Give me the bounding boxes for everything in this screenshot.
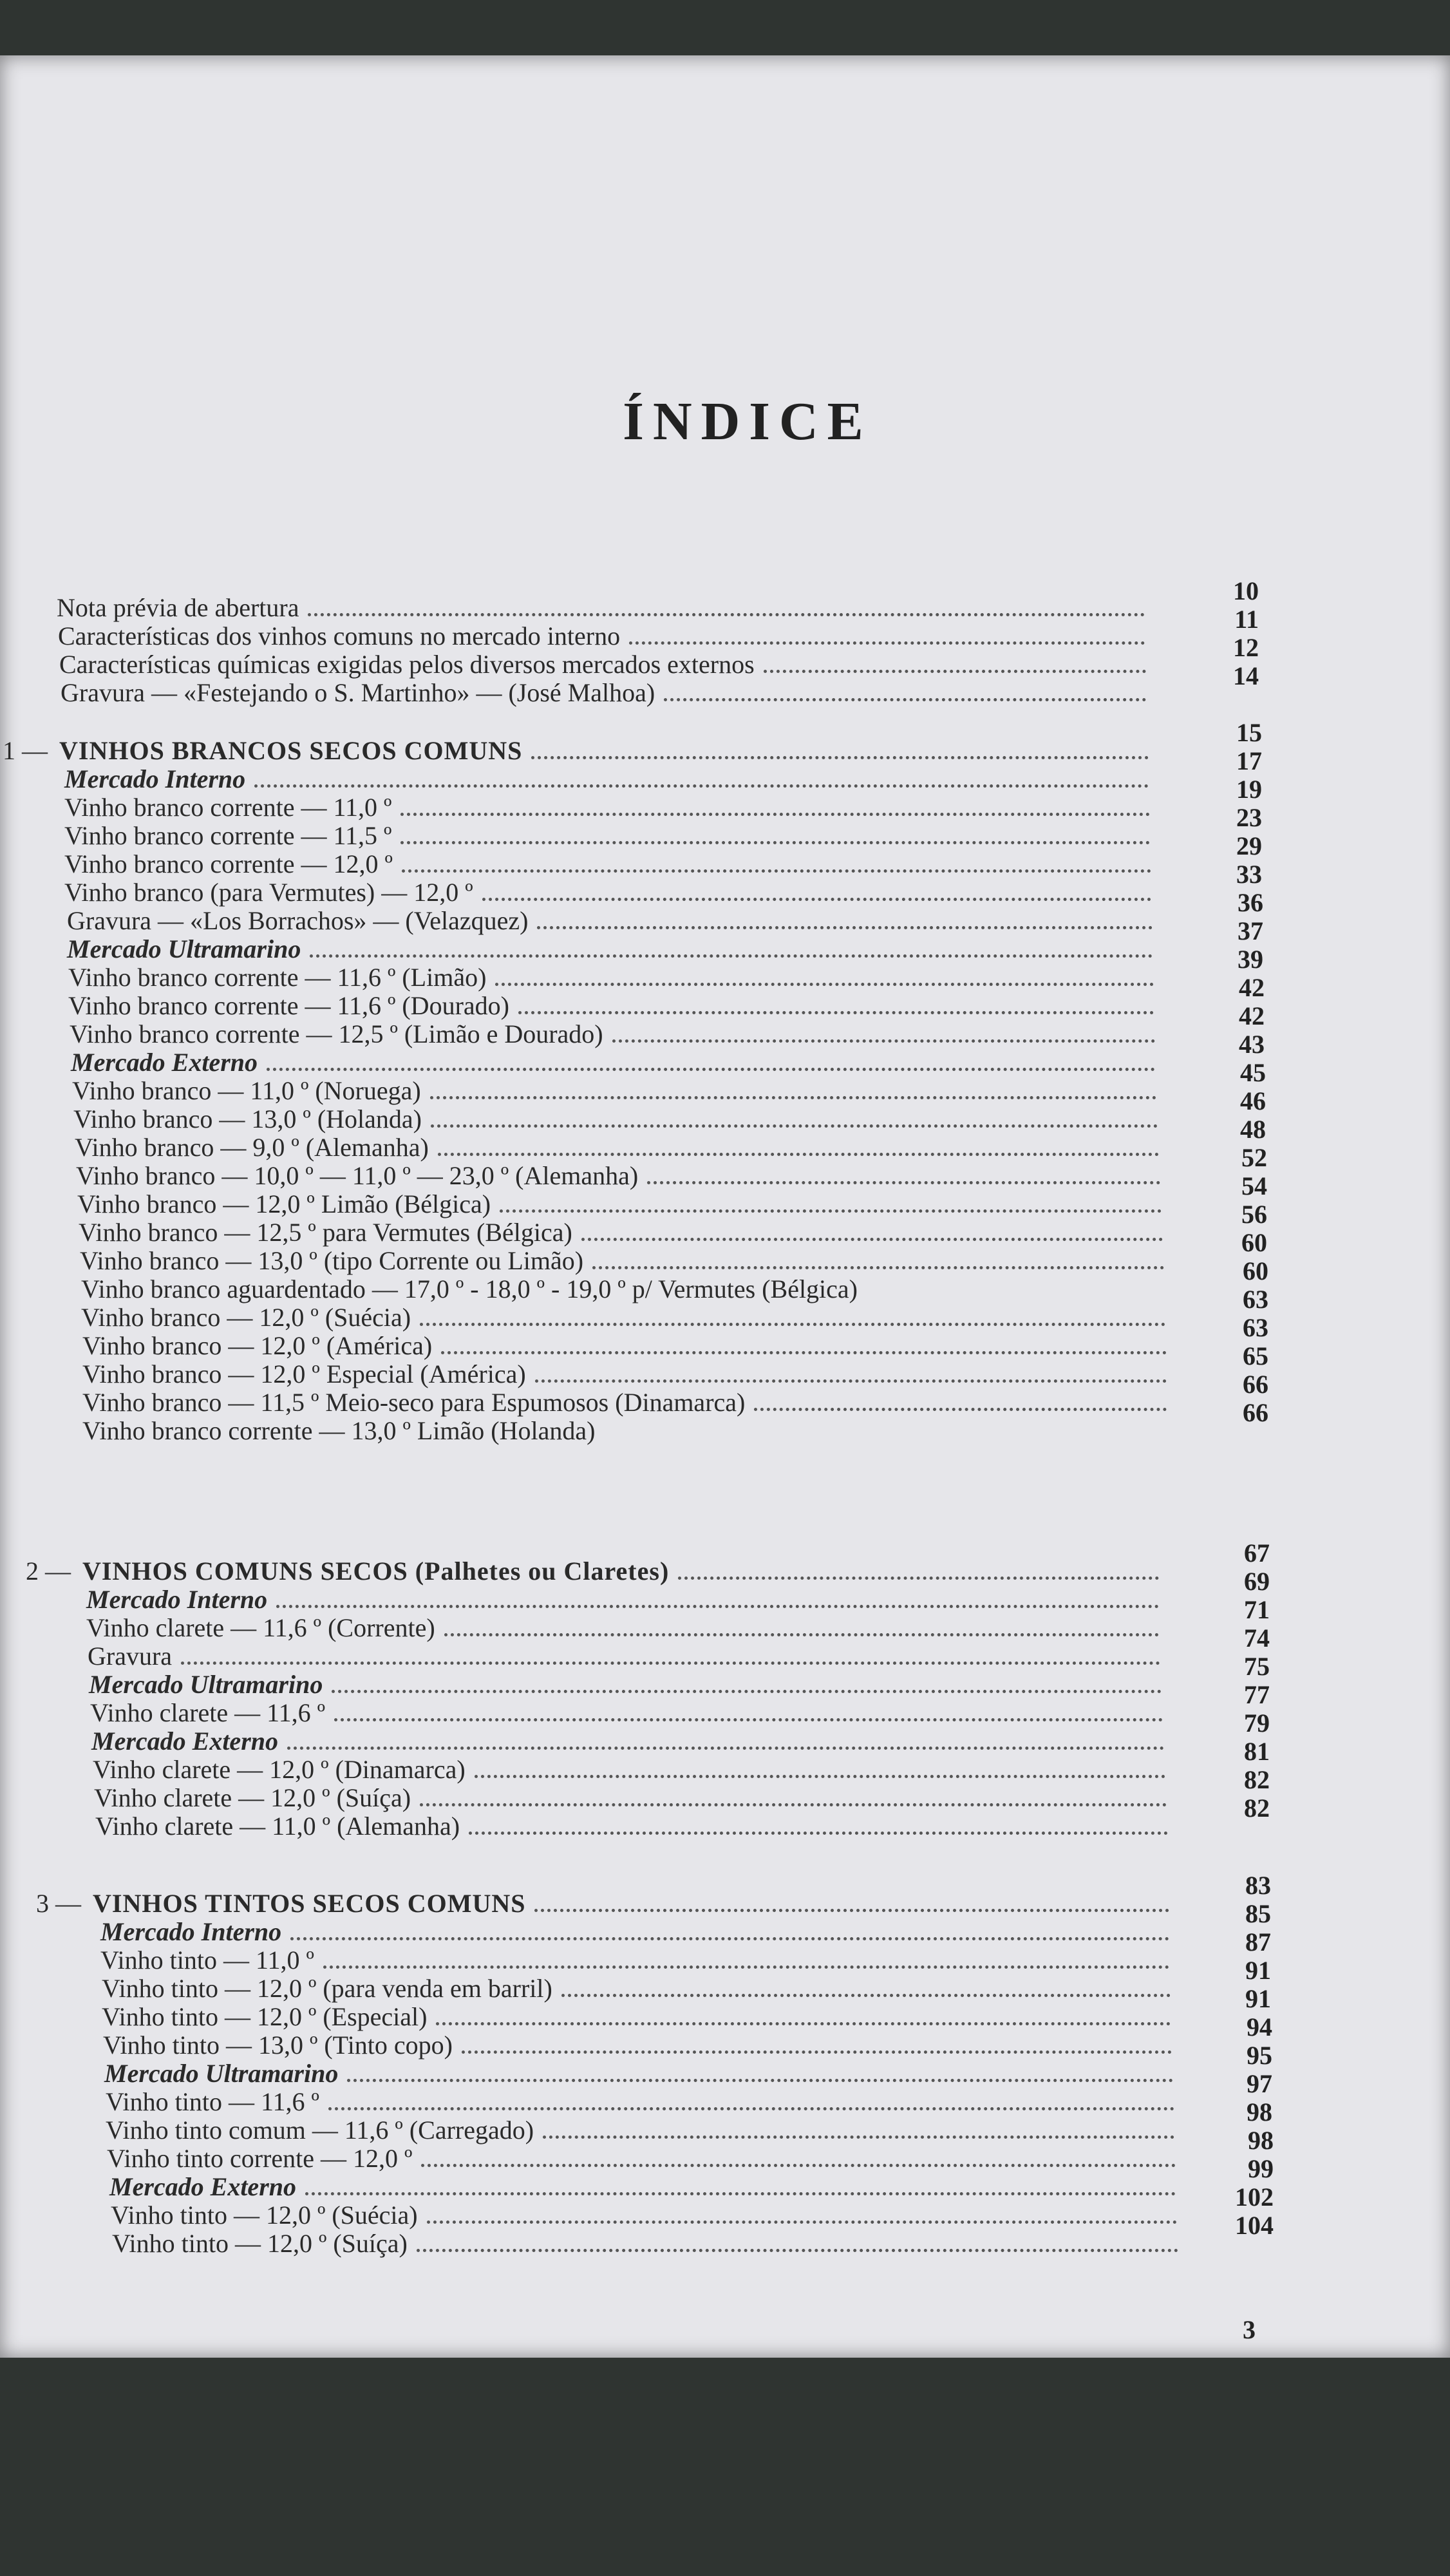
page-number: 29 (1236, 831, 1262, 860)
page-number: 91 (1245, 1984, 1271, 2013)
leader-dots (305, 2192, 1176, 2195)
page-number: 63 (1243, 1313, 1268, 1342)
toc-entry (64, 877, 1151, 907)
page-number: 98 (1248, 2126, 1274, 2155)
document-page (0, 55, 1450, 2358)
leader-dots (308, 613, 1145, 616)
leader-dots (534, 1909, 1169, 1912)
toc-subheading (86, 1584, 1159, 1614)
page-number: 19 (1236, 775, 1262, 804)
leader-dots (332, 1690, 1162, 1693)
toc-entry-label: Vinho clarete — 12,0 º (Suíça) (94, 1783, 411, 1812)
toc-entry (67, 905, 1153, 935)
leader-dots (347, 2079, 1173, 2082)
leader-dots (323, 1965, 1169, 1969)
toc-entry (76, 1160, 1160, 1190)
toc-entry (86, 1613, 1159, 1642)
toc-entry-label: Características químicas exigidas pelos diversos mercados externos (59, 650, 755, 679)
toc-entry-label: Mercado Interno (64, 764, 246, 793)
toc-entry-label: Vinho branco — 11,5 º Meio-seco para Espumosos (Dinamarca) (82, 1388, 746, 1417)
toc-entry-label: Vinho tinto — 12,0 º (Especial) (102, 2002, 428, 2031)
page-number: 42 (1239, 973, 1265, 1002)
toc-entry (95, 1811, 1168, 1841)
toc-entry (75, 1132, 1159, 1162)
page-number: 66 (1243, 1398, 1268, 1427)
toc-entry-label: Vinho tinto — 11,6 º (106, 2087, 319, 2116)
leader-dots (475, 1775, 1165, 1778)
toc-entry (93, 1754, 1165, 1784)
folio-page-number: 3 (1243, 2315, 1256, 2344)
toc-entry (68, 990, 1154, 1020)
toc-entry (57, 592, 1145, 622)
leader-dots (430, 1096, 1156, 1099)
toc-entry (64, 792, 1150, 822)
page-number: 67 (1244, 1539, 1270, 1567)
page-number: 11 (1234, 605, 1259, 634)
leader-dots (482, 898, 1151, 901)
toc-entry (81, 1302, 1165, 1332)
leader-dots (462, 2050, 1172, 2054)
leader-dots (500, 1209, 1162, 1213)
toc-entry-label: Vinho branco — 12,5 º para Vermutes (Bélgica) (79, 1218, 572, 1247)
page-number: 95 (1247, 2041, 1272, 2070)
toc-entry-label: Vinho branco corrente — 11,6 º (Dourado) (68, 991, 509, 1020)
page-number: 74 (1244, 1624, 1270, 1653)
leader-dots (402, 869, 1151, 873)
page-number: 15 (1236, 718, 1262, 747)
page-number: 52 (1241, 1143, 1267, 1172)
section-heading (26, 1556, 1159, 1586)
page-number: 82 (1244, 1794, 1270, 1823)
toc-entry-label: Vinho tinto — 12,0 º (Suécia) (111, 2201, 418, 2230)
toc-entry-label: Mercado Externo (109, 2172, 296, 2201)
toc-subheading (104, 2058, 1173, 2088)
toc-entry (82, 1359, 1167, 1388)
page-number: 91 (1245, 1956, 1271, 1985)
toc-entry-label: Vinho branco corrente — 11,6 º (Limão) (68, 963, 487, 992)
leader-dots (495, 983, 1154, 986)
page-number: 69 (1244, 1567, 1270, 1596)
page-number: 33 (1236, 860, 1262, 889)
toc-entry-label: Mercado Ultramarino (104, 2059, 339, 2088)
leader-dots (678, 1577, 1159, 1580)
toc-entry (82, 1331, 1167, 1360)
toc-entry-label: Vinho branco — 13,0 º (tipo Corrente ou Limão) (80, 1246, 584, 1275)
toc-entry-label: Vinho branco — 11,0 º (Noruega) (72, 1076, 421, 1105)
toc-entry-label: VINHOS BRANCOS SECOS COMUNS (59, 736, 523, 765)
toc-entry-label: Mercado Externo (91, 1727, 278, 1756)
leader-dots (592, 1266, 1164, 1269)
toc-entry (90, 1698, 1163, 1727)
toc-entry-label: Gravura — «Los Borrachos» — (Velazquez) (67, 906, 529, 935)
page-number: 77 (1244, 1680, 1270, 1709)
page-number: 45 (1240, 1058, 1266, 1087)
page-number: 10 (1233, 576, 1259, 605)
toc-entry (112, 2228, 1178, 2258)
toc-entry (106, 2087, 1174, 2116)
leader-dots (647, 1181, 1160, 1184)
page-number: 81 (1244, 1737, 1270, 1766)
leader-dots (400, 841, 1150, 844)
toc-entry-label: Gravura — «Festejando o S. Martinho» — (José Malhoa) (61, 678, 655, 707)
leader-dots (400, 813, 1150, 816)
toc-entry-label: Vinho branco corrente — 12,0 º (64, 849, 393, 878)
section-heading (36, 1888, 1169, 1918)
toc-entry-label: Vinho branco — 12,0 º Especial (América) (82, 1359, 526, 1388)
toc-subheading (71, 1047, 1155, 1077)
toc-entry (58, 621, 1145, 650)
leader-dots (535, 1379, 1167, 1383)
toc-entry-label: Vinho tinto corrente — 12,0 º (107, 2144, 413, 2173)
leader-dots (254, 784, 1149, 788)
toc-subheading (100, 1917, 1169, 1946)
leader-dots (444, 1633, 1159, 1636)
leader-dots (276, 1605, 1159, 1608)
toc-entry (73, 1104, 1158, 1133)
toc-entry-label: Vinho branco — 13,0 º (Holanda) (73, 1104, 422, 1133)
page-number: 17 (1236, 746, 1262, 775)
toc-entry-label: Mercado Ultramarino (89, 1670, 323, 1699)
toc-entry-label: Vinho branco — 12,0 º (América) (82, 1331, 433, 1360)
page-number: 65 (1243, 1341, 1268, 1370)
toc-entry-label: Vinho clarete — 11,6 º (90, 1698, 326, 1727)
page-number: 12 (1233, 633, 1259, 662)
toc-entry (64, 849, 1151, 878)
page-number: 54 (1241, 1171, 1267, 1200)
page-number: 43 (1239, 1030, 1265, 1059)
toc-entry-label: Vinho branco corrente — 12,5 º (Limão e Dourado) (70, 1019, 603, 1048)
leader-dots (581, 1238, 1163, 1241)
leader-dots (531, 756, 1149, 759)
toc-entry (106, 2115, 1174, 2145)
toc-entry (61, 677, 1146, 707)
toc-entry (81, 1274, 1165, 1303)
page-number: 104 (1235, 2211, 1274, 2240)
toc-entry (111, 2200, 1177, 2230)
leader-dots (421, 2164, 1176, 2167)
page-number: 99 (1248, 2154, 1274, 2183)
toc-entry (88, 1641, 1160, 1671)
toc-subheading (89, 1669, 1162, 1699)
leader-dots (438, 1153, 1159, 1156)
leader-dots (328, 2107, 1174, 2110)
page-number: 36 (1238, 888, 1263, 917)
section-heading (3, 735, 1149, 765)
toc-entry (102, 2002, 1171, 2031)
toc-entry (79, 1217, 1163, 1247)
toc-subheading (67, 934, 1153, 963)
page-number: 85 (1245, 1899, 1271, 1928)
page-number: 87 (1245, 1927, 1271, 1956)
toc-entry-label: Mercado Ultramarino (67, 934, 301, 963)
toc-entry-label: Vinho tinto — 12,0 º (para venda em barril) (102, 1974, 552, 2003)
toc-entry-label: Vinho branco — 12,0 º Limão (Bélgica) (77, 1189, 491, 1218)
toc-entry-label: Vinho branco — 10,0 º — 11,0 º — 23,0 º (Alemanha) (76, 1161, 639, 1190)
page-number: 60 (1241, 1228, 1267, 1257)
toc-entry-label: Gravura (88, 1642, 173, 1671)
page-number: 56 (1241, 1200, 1267, 1229)
page-number: 37 (1238, 916, 1263, 945)
toc-entry-label: Vinho tinto — 11,0 º (100, 1946, 314, 1975)
toc-entry-label: Vinho branco aguardentado — 17,0 º - 18,0 º - 19,0 º p/ Vermutes (Bélgica) (81, 1274, 858, 1303)
page-number: 14 (1233, 661, 1259, 690)
toc-entry-label: Vinho tinto — 12,0 º (Suíça) (112, 2229, 408, 2258)
page-number: 46 (1240, 1086, 1266, 1115)
toc-entry-label: Vinho branco corrente — 13,0 º Limão (Holanda) (82, 1416, 596, 1445)
page-number: 60 (1243, 1256, 1268, 1285)
toc-entry-label: Vinho branco corrente — 11,5 º (64, 821, 392, 850)
leader-dots (754, 1408, 1167, 1411)
toc-entry-label: Mercado Externo (71, 1048, 258, 1077)
leader-dots (537, 926, 1153, 929)
toc-entry (102, 1973, 1171, 2003)
leader-dots (334, 1718, 1163, 1721)
toc-entry (107, 2143, 1176, 2173)
page-number: 102 (1235, 2183, 1274, 2211)
page-number: 75 (1244, 1652, 1270, 1681)
section-number: 3 — (36, 1889, 81, 1918)
toc-entry-label: VINHOS COMUNS SECOS (Palhetes ou Claretes) (82, 1557, 670, 1586)
leader-dots (469, 1832, 1168, 1835)
page-number: 66 (1243, 1370, 1268, 1399)
page-number: 63 (1243, 1285, 1268, 1314)
leader-dots (310, 954, 1153, 958)
page-number: 97 (1247, 2069, 1272, 2098)
page-number: 42 (1239, 1001, 1265, 1030)
leader-dots (612, 1039, 1155, 1043)
toc-entry (80, 1245, 1164, 1275)
toc-entry (94, 1783, 1167, 1812)
leader-dots (629, 641, 1145, 645)
page-number: 39 (1238, 945, 1263, 974)
leader-dots (441, 1351, 1167, 1354)
page-number: 82 (1244, 1765, 1270, 1794)
toc-entry-label: Vinho clarete — 11,0 º (Alemanha) (95, 1812, 460, 1841)
toc-entry-label: Vinho clarete — 12,0 º (Dinamarca) (93, 1755, 466, 1784)
toc-entry (100, 1945, 1169, 1975)
toc-entry-label: VINHOS TINTOS SECOS COMUNS (93, 1889, 526, 1918)
leader-dots (290, 1937, 1169, 1940)
toc-entry (64, 820, 1150, 850)
table-of-contents (0, 55, 1450, 2358)
page-number: 48 (1240, 1115, 1266, 1144)
leader-dots (420, 1803, 1167, 1806)
leader-dots (181, 1662, 1160, 1665)
toc-subheading (64, 764, 1149, 793)
leader-dots (431, 1124, 1158, 1128)
toc-entry (82, 1387, 1167, 1417)
leader-dots (436, 2022, 1171, 2025)
section-number: 2 — (26, 1557, 71, 1586)
toc-entry (72, 1075, 1156, 1105)
toc-entry-label: Vinho tinto comum — 11,6 º (Carregado) (106, 2116, 534, 2145)
leader-dots (420, 1323, 1165, 1326)
leader-dots (561, 1994, 1171, 1997)
page-number: 79 (1244, 1709, 1270, 1738)
toc-entry (59, 649, 1146, 679)
toc-entry (103, 2030, 1172, 2060)
page-number: 94 (1247, 2012, 1272, 2041)
leader-dots (287, 1747, 1164, 1750)
leader-dots (267, 1068, 1155, 1071)
toc-entry-label: Vinho clarete — 11,6 º (Corrente) (86, 1613, 435, 1642)
toc-subheading (109, 2172, 1176, 2201)
leader-dots (417, 2249, 1178, 2252)
toc-entry-label: Nota prévia de abertura (57, 593, 299, 622)
toc-entry-label: Vinho branco — 12,0 º (Suécia) (81, 1303, 411, 1332)
toc-subheading (91, 1726, 1164, 1756)
toc-entry-label: Vinho branco — 9,0 º (Alemanha) (75, 1133, 429, 1162)
leader-dots (664, 698, 1146, 701)
page-number: 71 (1244, 1595, 1270, 1624)
page-number: 98 (1247, 2098, 1272, 2126)
section-number: 1 — (3, 736, 48, 765)
toc-entry-label: Mercado Interno (86, 1585, 268, 1614)
leader-dots (518, 1011, 1154, 1014)
toc-entry (77, 1189, 1162, 1218)
toc-entry (82, 1416, 1167, 1445)
toc-entry (68, 962, 1154, 992)
toc-entry-label: Mercado Interno (100, 1917, 282, 1946)
leader-dots (543, 2136, 1174, 2139)
page-number: 23 (1236, 803, 1262, 832)
page-title: ÍNDICE (623, 392, 872, 451)
leader-dots (427, 2221, 1177, 2224)
toc-entry-label: Vinho branco corrente — 11,0 º (64, 793, 392, 822)
toc-entry-label: Vinho tinto — 13,0 º (Tinto copo) (103, 2031, 453, 2060)
toc-entry-label: Características dos vinhos comuns no mercado interno (58, 621, 621, 650)
leader-dots (764, 670, 1146, 673)
toc-entry (70, 1019, 1155, 1048)
toc-entry-label: Vinho branco (para Vermutes) — 12,0 º (64, 878, 473, 907)
page-number: 83 (1245, 1871, 1271, 1900)
